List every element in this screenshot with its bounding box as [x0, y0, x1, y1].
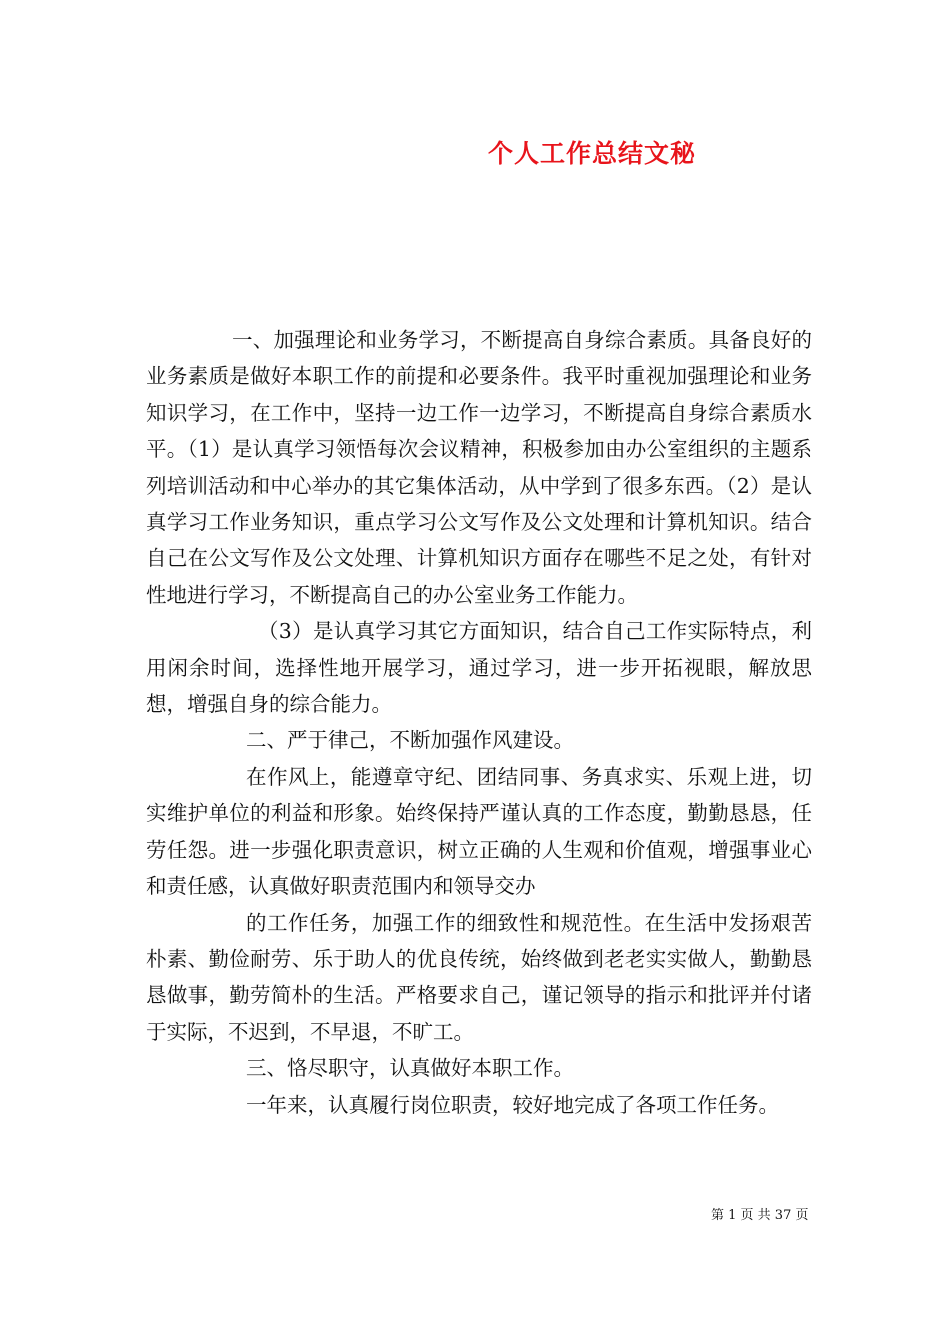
paragraph-duty: 一年来，认真履行岗位职责，较好地完成了各项工作任务。	[246, 1092, 779, 1117]
document-body	[146, 322, 812, 1123]
heading-discipline: 二、严于律己，不断加强作风建设。	[246, 728, 574, 753]
paragraph-style: 在作风上，能遵章守纪、团结同事、务真求实、乐观上进，切实维护单位的利益和形象。始终保持严谨认真的工作态度，勤勤恳恳，任劳任怨。进一步强化职责意识，树立正确的人生观和价值观，增强事业心和责任感，认真做好职责范围内和领导交办	[146, 764, 812, 899]
document-title: 个人工作总结文秘	[488, 139, 697, 168]
page-number: 第 1 页 共 37 页	[711, 1208, 809, 1223]
paragraph-study-3: （3）是认真学习其它方面知识，结合自己工作实际特点，利用闲余时间，选择性地开展学习，通过学习，进一步开拓视眼，解放思想，增强自身的综合能力。	[146, 619, 812, 717]
heading-duty: 三、恪尽职守，认真做好本职工作。	[246, 1056, 574, 1081]
paragraph-study: 一、加强理论和业务学习，不断提高自身综合素质。具备良好的业务素质是做好本职工作的前提和必要条件。我平时重视加强理论和业务知识学习，在工作中，坚持一边工作一边学习，不断提高自身综合素质水平。（1）是认真学习领悟每次会议精神，积极参加由办公室组织的主题系列培训活动和中心举办的其它集体活动，从中学到了很多东西。（2）是认真学习工作业务知识，重点学习公文写作及公文处理和计算机知识。结合自己在公文写作及公文处理、计算机知识方面存在哪些不足之处，有针对性地进行学习，不断提高自己的办公室业务工作能力。	[146, 328, 812, 607]
paragraph-style-cont: 的工作任务，加强工作的细致性和规范性。在生活中发扬艰苦朴素、勤俭耐劳、乐于助人的优良传统，始终做到老老实实做人，勤勤恳恳做事，勤劳简朴的生活。严格要求自己，谨记领导的指示和批评并付诸于实际，不迟到，不早退，不旷工。	[146, 910, 812, 1044]
